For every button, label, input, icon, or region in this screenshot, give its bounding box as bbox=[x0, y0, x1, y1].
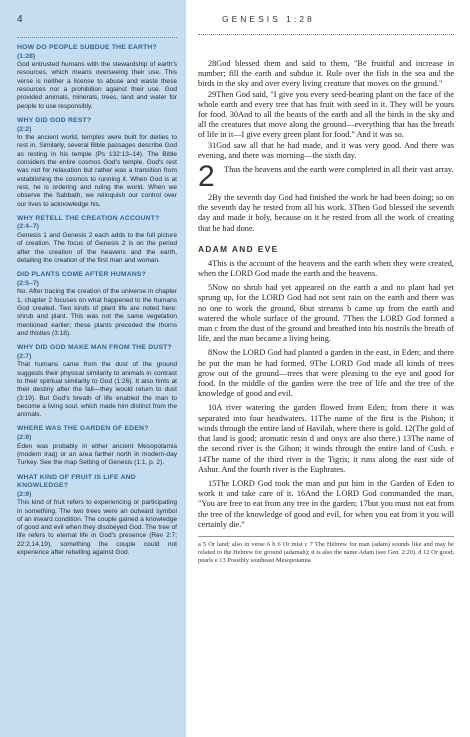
chapter-opening bbox=[198, 160, 454, 194]
verse-paragraph: 10A river watering the garden flowed from Eden; from there it was separated into four headwaters. 11The name of the first is the Pishon; it winds through the entire land of Havilah, where there is gold. 12(The gold of that land is good; aromatic resin d and onyx are also there.) 13The name of the second river is the Gihon; it winds through the entire land of Cush. e 14The name of the third river is the Tigris; it runs along the east side of Ashur. And the fourth river is the Euphrates. bbox=[198, 403, 454, 474]
study-note bbox=[17, 474, 177, 558]
note-question: WHERE WAS THE GARDEN OF EDEN? bbox=[17, 425, 149, 433]
note-answer: Eden was probably in either ancient Mesopotamia (modern Iraq) or an area farther north in modern-day Turkey. See the map Setting of Genesis (1:1, p. 2). bbox=[17, 442, 177, 467]
study-note bbox=[17, 425, 177, 467]
verse-paragraph: 31God saw all that he had made, and it was very good. And there was evening, and there was morning—the sixth day. bbox=[198, 140, 454, 160]
note-answer: Genesis 1 and Genesis 2 each adds to the full picture of creation. The focus of Genesis 2 is on the period after the creation of the heavens and the earth, detailing the creation of the first man and woman. bbox=[17, 232, 177, 264]
verse-paragraph: 28God blessed them and said to them, "Be fruitful and increase in number; fill the earth and subdue it. Rule over the fish in the sea and the birds in the sky and over every living creature that moves on the ground." bbox=[198, 59, 454, 89]
section-heading: ADAM AND EVE bbox=[198, 243, 279, 254]
note-reference: (1:28) bbox=[17, 52, 36, 60]
note-question: WHY DID GOD REST? bbox=[17, 116, 92, 124]
verse-paragraph: 4This is the account of the heavens and the earth when they were created, when the LORD God made the earth and the heavens. bbox=[198, 258, 454, 279]
study-note bbox=[17, 215, 177, 265]
chapter-number: 2 bbox=[198, 160, 215, 194]
note-answer: In the ancient world, temples were built for deities to rest in. Similarly, several Bible passages describe God as resting in his temple (Ps 132:13–14). The Bible considers the entire cosmos God's temple. God's rest was not for relaxation but rather was a transition from establishing the cosmos to running it. When God is at rest, he is ordering and ruling the world. When we observe the Sabbath, we relinquish our control over our lives to acknowledge his. bbox=[17, 134, 177, 208]
note-question: WHY RETELL THE CREATION ACCOUNT? bbox=[17, 214, 160, 222]
note-answer: God entrusted humans with the stewardship of earth's resources, which means overseeing their use. This verse is neither a license to abuse and waste these resources nor a prohibition against their use. God provided animals, minerals, trees, land and water for people to use responsibly. bbox=[17, 61, 177, 110]
note-reference: (2:4–7) bbox=[17, 223, 39, 231]
verse-paragraph: 8Now the LORD God had planted a garden in the east, in Eden; and there he put the man he had formed. 9The LORD God made all kinds of trees grow out of the ground—trees that were pleasing to the eye and good for food. In the middle of the garden were the tree of life and the tree of the knowledge of good and evil. bbox=[198, 348, 454, 399]
note-question: DID PLANTS COME AFTER HUMANS? bbox=[17, 271, 147, 279]
verse-paragraph: 15The LORD God took the man and put him in the Garden of Eden to work it and take care of it. 16And the LORD God commanded the man, "You are free to eat from any tree in the garden; 17but you must not eat from the tree of the knowledge of good and evil, for when you eat from it you will certainly die." bbox=[198, 478, 454, 529]
page-number: 4 bbox=[17, 14, 23, 25]
note-reference: (2:5–7) bbox=[17, 279, 39, 287]
note-answer: That humans came from the dust of the ground suggests their physical similarity to animals in contrast to their spiritual similarity to God (1:26). It also hints at their destiny after the fall—they would return to dust (3:19). But God's breath of life enabled the man to become a living soul, which made him distinct from the animals. bbox=[17, 361, 177, 419]
note-answer: No. After tracing the creation of the universe in chapter 1, chapter 2 focuses on what happened to the humans God created. Two kinds of plant life are noted here: shrub and plant. This was not the same vegetation mentioned earlier; these plants preceded the thorns and thistles (3:18). bbox=[17, 288, 177, 337]
note-question: WHY DID GOD MAKE MAN FROM THE DUST? bbox=[17, 344, 172, 352]
study-note bbox=[17, 344, 177, 419]
study-notes-sidebar bbox=[0, 0, 186, 737]
verse-paragraph: 5Now no shrub had yet appeared on the earth a and no plant had yet sprung up, for the LORD God had not sent rain on the earth and there was no one to work the ground, 6but streams b came up from the earth and watered the whole surface of the ground. 7Then the LORD God formed a man c from the dust of the ground and breathed into his nostrils the breath of life, and the man became a living being. bbox=[198, 283, 454, 344]
verse-paragraph: 29Then God said, "I give you every seed-bearing plant on the face of the whole earth and every tree that has fruit with seed in it. They will be yours for food. 30And to all the beasts of the earth and all the birds in the sky and all the creatures that move along the ground—everything that has the breath of life in it—I give every green plant for food." And it was so. bbox=[198, 89, 454, 140]
study-note bbox=[17, 117, 177, 209]
note-reference: (2:2) bbox=[17, 125, 32, 133]
running-head: GENESIS 1:28 bbox=[222, 14, 315, 24]
note-answer: This kind of fruit refers to experiencing or participating in something. The two trees were an outward symbol of an inward condition. The couple gained a knowledge of good and evil when they disobeyed God. The tree of life refers to eternal life in God's presence (Rev 2:7; 22:2,14,19), something the couple could not experience after rebelling against God. bbox=[17, 499, 177, 557]
note-reference: (2:9) bbox=[17, 490, 32, 498]
header-rule bbox=[198, 34, 454, 35]
study-note bbox=[17, 44, 177, 111]
verse-paragraph: 2By the seventh day God had finished the work he had been doing; so on the seventh day he rested from all his work. 3Then God blessed the seventh day and made it holy, because on it he rested from all the work of creating that he had done. bbox=[198, 193, 454, 233]
study-note bbox=[17, 271, 177, 338]
note-question: HOW DO PEOPLE SUBDUE THE EARTH? bbox=[17, 44, 157, 51]
note-question: WHAT KIND OF FRUIT IS LIFE AND KNOWLEDGE? bbox=[17, 473, 136, 490]
chapter-opening-text: Thus the heavens and the earth were completed in all their vast array. bbox=[224, 165, 454, 175]
footnotes: a 5 Or land; also in verse 6 b 6 Or mist c 7 The Hebrew for man (adam) sounds like and may be related to the Hebrew for ground (adamah); it is also the name Adam (see Gen. 2:20). d 12 Or good; pearls e 13 Possibly southeast Mesopotamia bbox=[198, 536, 454, 564]
note-reference: (2:7) bbox=[17, 352, 32, 360]
scripture-column bbox=[186, 0, 470, 737]
note-reference: (2:8) bbox=[17, 434, 32, 442]
sidebar-divider bbox=[17, 37, 177, 38]
